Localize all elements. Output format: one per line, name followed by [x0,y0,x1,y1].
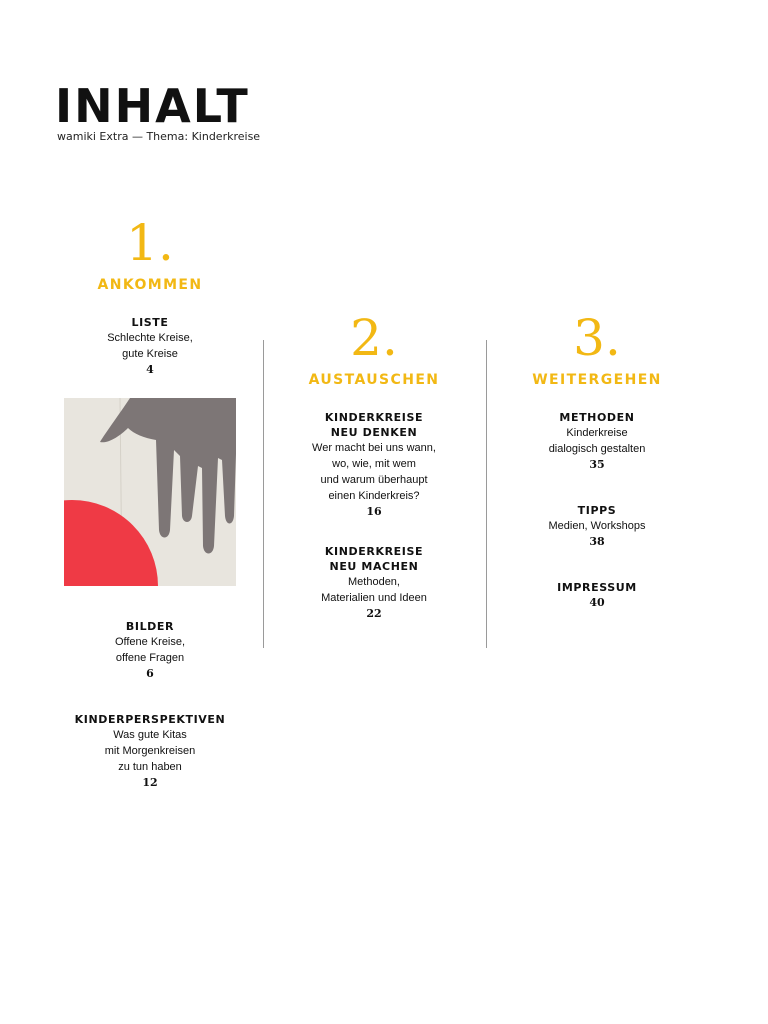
entry-page-number: 12 [142,776,158,789]
toc-entry-kinderperspektiven[interactable] [60,712,240,791]
entry-description: Schlechte Kreise, gute Kreise [107,332,193,360]
section-title: ANKOMMEN [97,277,203,293]
toc-entry-kinderkreise-neu-machen[interactable] [292,544,456,622]
entry-title: BILDER [125,620,175,633]
section-weitergehen [515,310,679,611]
entry-description: Wer macht bei uns wann, wo, wie, mit wem und warum überhaupt einen Kinderkreis? [312,442,436,502]
toc-entry-bilder[interactable] [60,619,240,682]
hand-shadow-photo [64,398,236,586]
column-divider [263,340,264,648]
entry-page-number: 22 [366,607,382,620]
entry-description: Offene Kreise, offene Fragen [114,636,186,664]
entry-title: KINDERKREISE NEU DENKEN [324,411,424,439]
entry-title: TIPPS [577,504,617,517]
entry-title: KINDERKREISE NEU MACHEN [324,545,424,573]
page-subtitle: wamiki Extra — Thema: Kinderkreise [57,130,261,143]
entry-title: LISTE [131,316,169,329]
entry-page-number: 4 [146,363,154,376]
toc-entry-methoden[interactable] [515,410,679,473]
section-number: 2. [350,309,398,367]
entry-page-number: 35 [589,458,605,471]
section-number: 3. [573,309,621,367]
toc-entry-tipps[interactable] [515,503,679,550]
entry-page-number: 38 [589,535,605,548]
section-title: AUSTAUSCHEN [308,372,440,388]
entry-description: Medien, Workshops [548,520,646,532]
section-austauschen [292,310,456,622]
entry-page-number: 40 [589,596,605,609]
toc-entry-impressum[interactable] [515,580,679,611]
toc-entry-kinderkreise-neu-denken[interactable] [292,410,456,520]
entry-description: Kinderkreise dialogisch gestalten [548,427,646,455]
entry-page-number: 6 [146,667,154,680]
toc-entry-liste[interactable] [60,315,240,378]
page-title: INHALT [55,79,250,133]
section-number: 1. [126,214,174,272]
entry-title: KINDERPERSPEKTIVEN [74,713,226,726]
entry-description: Was gute Kitas mit Morgenkreisen zu tun haben [104,729,196,773]
entry-title: METHODEN [559,411,635,424]
entry-title: IMPRESSUM [557,581,637,594]
column-divider [486,340,487,648]
section-title: WEITERGEHEN [532,372,662,388]
entry-page-number: 16 [366,505,382,518]
entry-description: Methoden, Materialien und Ideen [321,576,427,604]
